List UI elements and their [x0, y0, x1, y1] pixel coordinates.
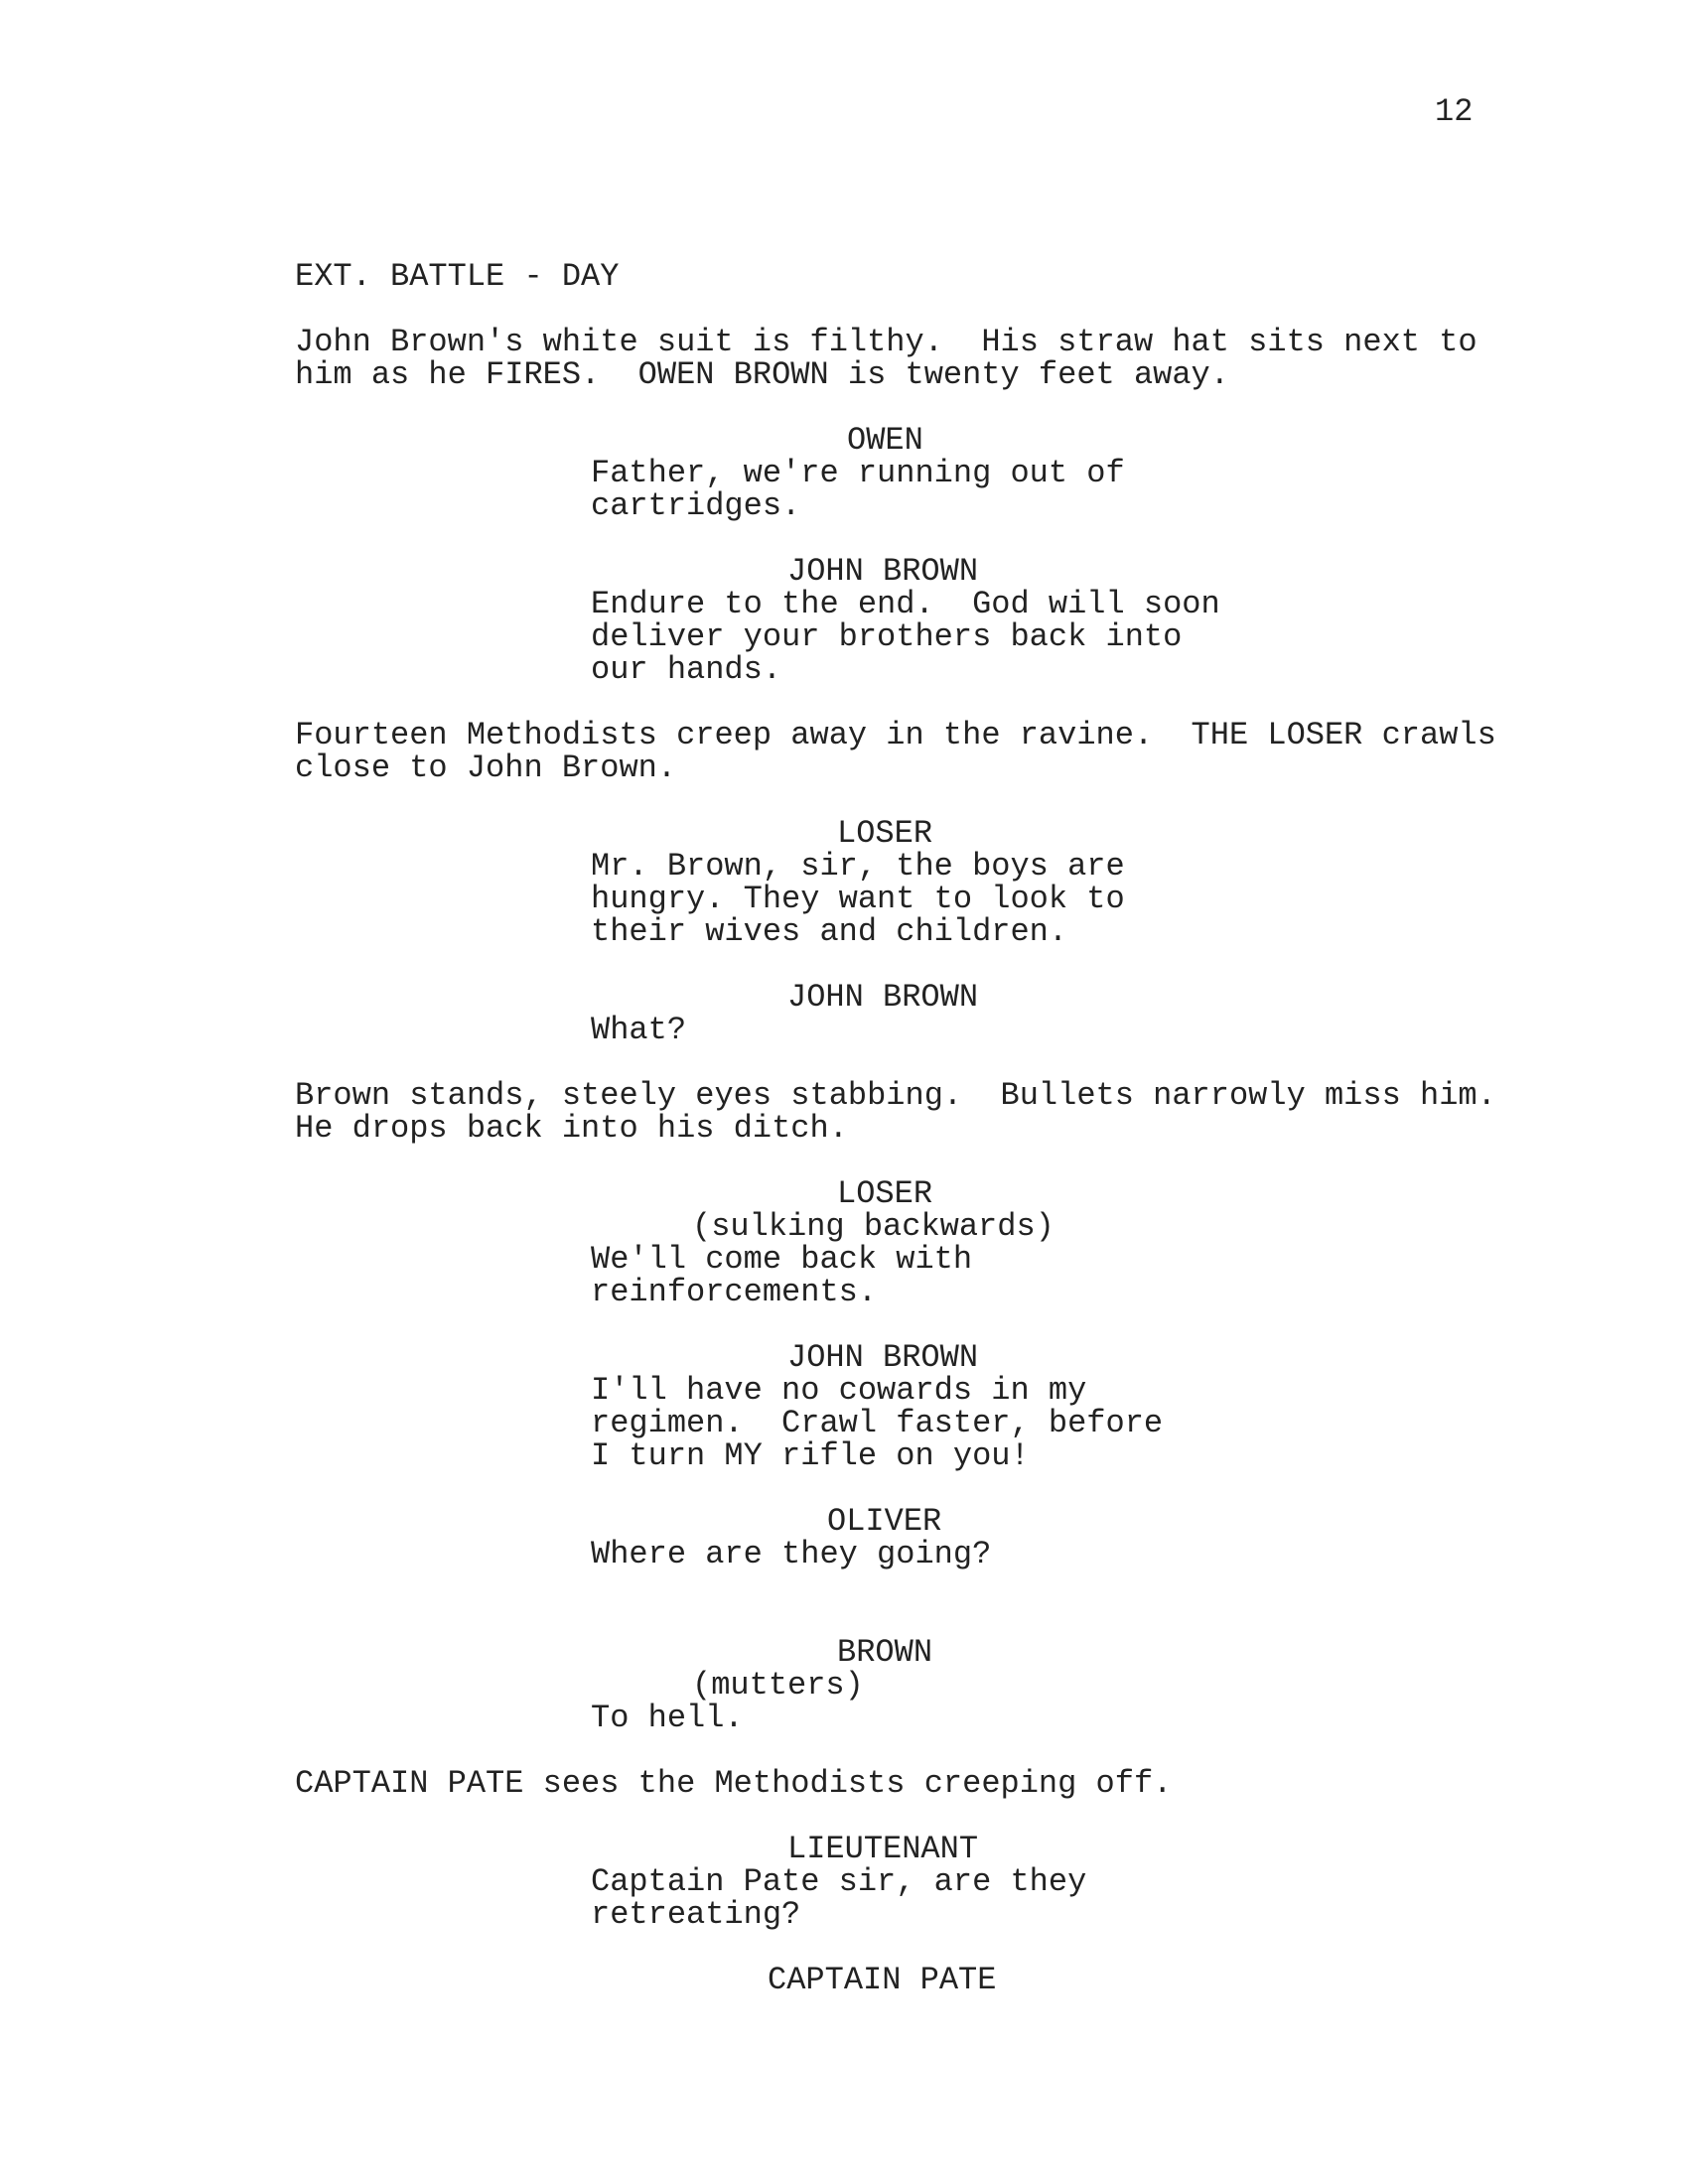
scene-heading: EXT. BATTLE - DAY	[295, 258, 620, 295]
dialogue-line: We'll come back with	[591, 1241, 973, 1278]
action-line: close to John Brown.	[295, 750, 677, 786]
dialogue-line: reinforcements.	[591, 1274, 878, 1310]
character-name: CAPTAIN PATE	[768, 1962, 997, 1998]
action-line: He drops back into his ditch.	[295, 1110, 848, 1147]
character-name: BROWN	[837, 1634, 933, 1671]
dialogue-line: regimen. Crawl faster, before	[591, 1405, 1164, 1441]
dialogue-line: Father, we're running out of	[591, 455, 1125, 491]
action-line: him as he FIRES. OWEN BROWN is twenty feet away.	[295, 356, 1229, 393]
character-name: OLIVER	[827, 1503, 942, 1540]
character-name: JOHN BROWN	[787, 553, 979, 590]
dialogue-line: Endure to the end. God will soon	[591, 586, 1220, 622]
dialogue-line: I turn MY rifle on you!	[591, 1437, 1030, 1474]
dialogue-line: our hands.	[591, 651, 782, 688]
dialogue-line: cartridges.	[591, 487, 801, 524]
dialogue-line: retreating?	[591, 1896, 801, 1933]
page-number: 12	[1435, 93, 1474, 130]
dialogue-line: Captain Pate sir, are they	[591, 1863, 1087, 1900]
character-name: LOSER	[837, 815, 933, 852]
character-name: OWEN	[847, 422, 923, 459]
character-name: LIEUTENANT	[787, 1831, 979, 1867]
dialogue-line: hungry. They want to look to	[591, 881, 1125, 917]
dialogue-line: What?	[591, 1012, 687, 1048]
dialogue-line: Where are they going?	[591, 1536, 992, 1572]
action-line: CAPTAIN PATE sees the Methodists creeping off.	[295, 1765, 1173, 1802]
action-line: Fourteen Methodists creep away in the ravine. THE LOSER crawls	[295, 717, 1496, 753]
parenthetical: (sulking backwards)	[692, 1208, 1055, 1245]
character-name: JOHN BROWN	[787, 979, 979, 1016]
action-line: John Brown's white suit is filthy. His straw hat sits next to	[295, 324, 1477, 360]
dialogue-line: deliver your brothers back into	[591, 618, 1183, 655]
action-line: Brown stands, steely eyes stabbing. Bullets narrowly miss him.	[295, 1077, 1496, 1114]
parenthetical: (mutters)	[692, 1667, 864, 1704]
character-name: LOSER	[837, 1175, 933, 1212]
dialogue-line: their wives and children.	[591, 913, 1068, 950]
character-name: JOHN BROWN	[787, 1339, 979, 1376]
dialogue-line: Mr. Brown, sir, the boys are	[591, 848, 1125, 885]
dialogue-line: To hell.	[591, 1700, 744, 1736]
dialogue-line: I'll have no cowards in my	[591, 1372, 1087, 1409]
